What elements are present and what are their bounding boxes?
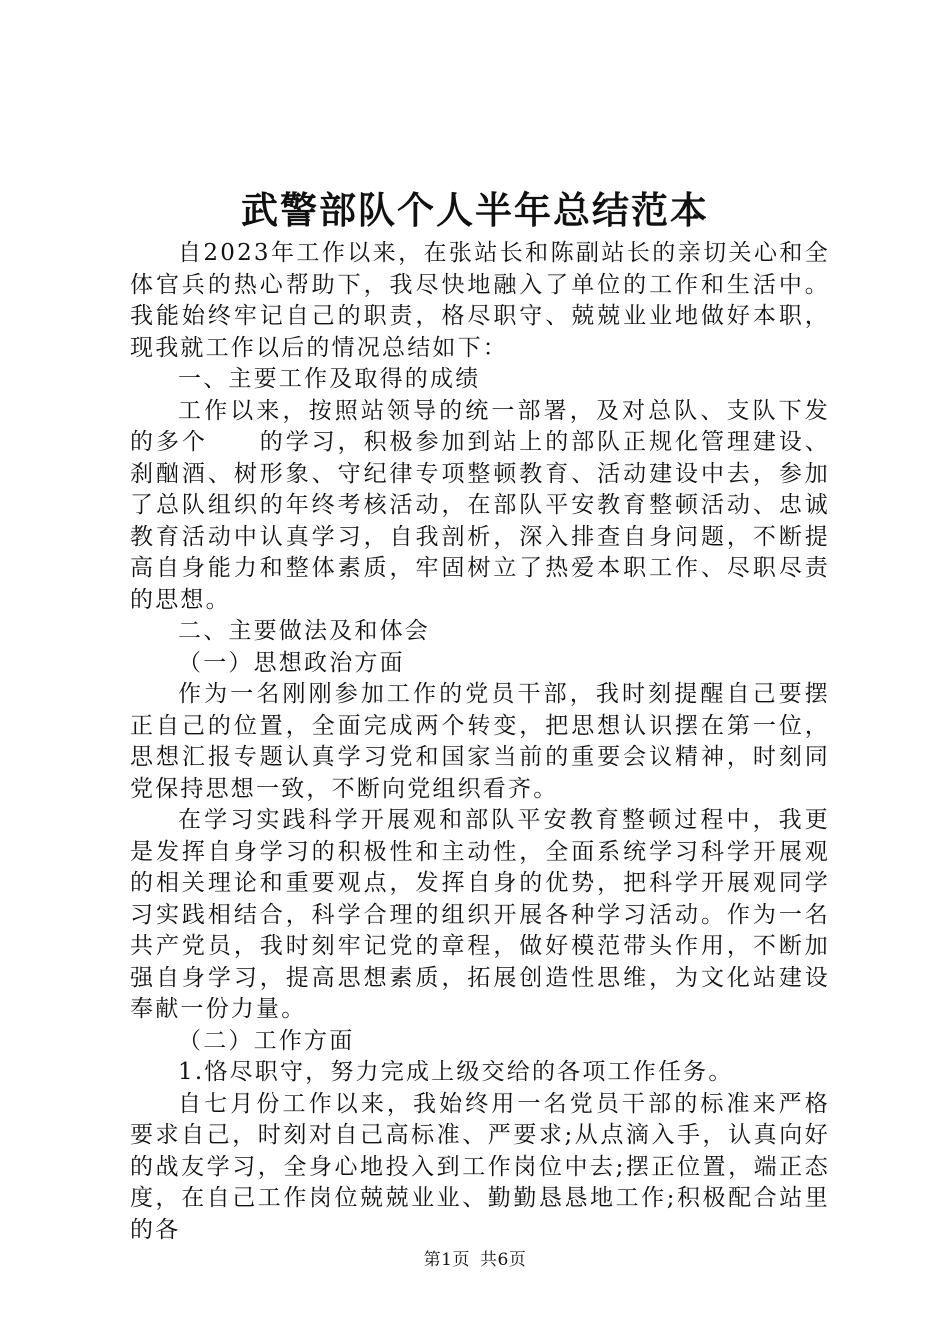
- political-paragraph-1: 作为一名刚刚参加工作的党员干部，我时刻提醒自己要摆正自己的位置，全面完成两个转变，把思想认识摆在第一位，思想汇报专题认真学习党和国家当前的重要会议精神，时刻同党保持思想一致，不断向党组织看齐。: [130, 681, 830, 802]
- political-paragraph-2: 在学习实践科学开展观和部队平安教育整顿过程中，我更是发挥自身学习的积极性和主动性，全面系统学习科学开展观的相关理论和重要观点，发挥自身的优势，把科学开展观同学习实践相结合，科学合理的组织开展各种学习活动。作为一名共产党员，我时刻牢记党的章程，做好模范带头作用，不断加强自身学习，提高思想素质，拓展创造性思维，为文化站建设奉献一份力量。: [130, 807, 830, 1022]
- page-number: 第1页: [423, 1250, 470, 1270]
- document-body: [130, 238, 830, 1246]
- section-heading-1: 一、主要工作及取得的成绩: [178, 366, 481, 392]
- document-title: 武警部队个人半年总结范本: [241, 188, 709, 232]
- page-total: 共6页: [480, 1250, 527, 1270]
- page-footer: [0, 1245, 950, 1270]
- intro-paragraph: 自2023年工作以来，在张站长和陈副站长的亲切关心和全体官兵的热心帮助下，我尽快地融入了单位的工作和生活中。我能始终牢记自己的职责，格尽职守、兢兢业业地做好本职，现我就工作以后的情况总结如下：: [130, 240, 830, 361]
- work-achievements-paragraph: 工作以来，按照站领导的统一部署，及对总队、支队下发的多个 的学习，积极参加到站上的部队正规化管理建设、刹酗酒、树形象、守纪律专项整顿教育、活动建设中去，参加了总队组织的年终考核活动，在部队平安教育整顿活动、忠诚教育活动中认真学习，自我剖析，深入排查自身问题，不断提高自身能力和整体素质，牢固树立了热爱本职工作、尽职尽责的思想。: [130, 397, 830, 613]
- subsection-heading-2: （二）工作方面: [178, 1027, 355, 1054]
- subsection-heading-1: （一）思想政治方面: [178, 649, 405, 676]
- work-item-1-paragraph: 自七月份工作以来，我始终用一名党员干部的标准来严格要求自己，时刻对自己高标准、严要求;从点滴入手，认真向好的战友学习，全身心地投入到工作岗位中去;摆正位置，端正态度，在自己工作岗位兢兢业业、勤勤恳恳地工作;积极配合站里的各: [130, 1090, 830, 1243]
- section-heading-2: 二、主要做法及和体会: [178, 618, 430, 644]
- work-item-1-heading: 1.恪尽职守，努力完成上级交给的各项工作任务。: [178, 1059, 734, 1085]
